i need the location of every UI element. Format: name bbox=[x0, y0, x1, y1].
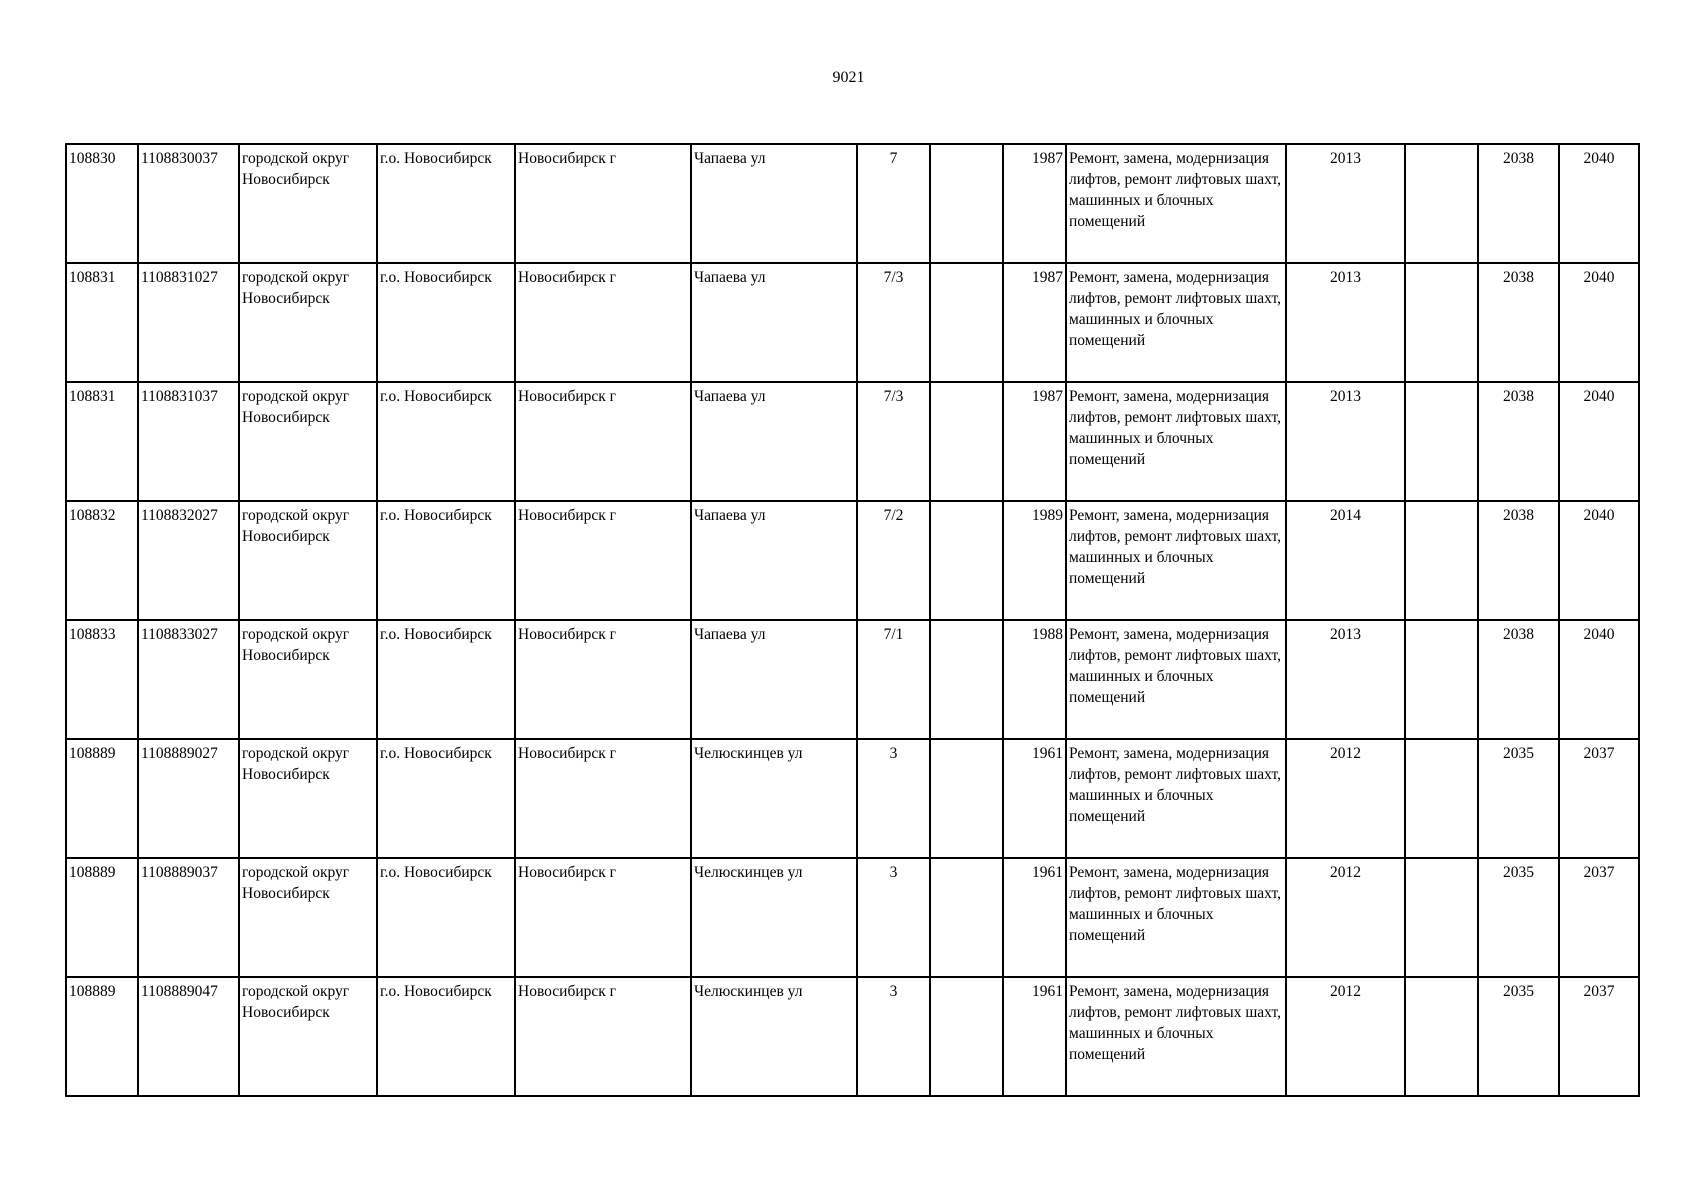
cell-street: Чапаева ул bbox=[691, 501, 857, 620]
cell-code: 1108889027 bbox=[138, 739, 239, 858]
cell-district: г.о. Новосибирск bbox=[377, 263, 515, 382]
cell-work-type: Ремонт, замена, модернизация лифтов, ремонт лифтовых шахт, машинных и блочных помещений bbox=[1066, 144, 1286, 263]
table-row bbox=[66, 620, 1639, 739]
cell-municipality: городской округ Новосибирск bbox=[239, 977, 377, 1096]
cell-building bbox=[930, 739, 1003, 858]
cell-building bbox=[930, 858, 1003, 977]
cell-empty bbox=[1405, 858, 1478, 977]
cell-settlement: Новосибирск г bbox=[515, 263, 691, 382]
cell-empty bbox=[1405, 739, 1478, 858]
table-row bbox=[66, 501, 1639, 620]
cell-plan-from: 2038 bbox=[1478, 263, 1559, 382]
cell-year-built: 1961 bbox=[1003, 977, 1066, 1096]
cell-district: г.о. Новосибирск bbox=[377, 858, 515, 977]
cell-code: 1108831037 bbox=[138, 382, 239, 501]
table-row bbox=[66, 144, 1639, 263]
cell-year-built: 1987 bbox=[1003, 382, 1066, 501]
cell-code: 1108831027 bbox=[138, 263, 239, 382]
cell-last-repair: 2014 bbox=[1286, 501, 1405, 620]
cell-settlement: Новосибирск г bbox=[515, 620, 691, 739]
cell-street: Челюскинцев ул bbox=[691, 739, 857, 858]
table-row bbox=[66, 739, 1639, 858]
cell-plan-to: 2037 bbox=[1559, 739, 1639, 858]
cell-id: 108889 bbox=[66, 739, 138, 858]
table-body bbox=[66, 144, 1639, 1096]
cell-id: 108830 bbox=[66, 144, 138, 263]
cell-year-built: 1961 bbox=[1003, 858, 1066, 977]
cell-id: 108889 bbox=[66, 977, 138, 1096]
cell-house: 7 bbox=[857, 144, 930, 263]
cell-street: Чапаева ул bbox=[691, 382, 857, 501]
cell-code: 1108833027 bbox=[138, 620, 239, 739]
cell-building bbox=[930, 263, 1003, 382]
table-row bbox=[66, 382, 1639, 501]
cell-id: 108889 bbox=[66, 858, 138, 977]
cell-work-type: Ремонт, замена, модернизация лифтов, ремонт лифтовых шахт, машинных и блочных помещений bbox=[1066, 858, 1286, 977]
cell-settlement: Новосибирск г bbox=[515, 501, 691, 620]
cell-last-repair: 2013 bbox=[1286, 382, 1405, 501]
cell-building bbox=[930, 620, 1003, 739]
cell-house: 7/1 bbox=[857, 620, 930, 739]
page-number: 9021 bbox=[832, 69, 865, 86]
cell-empty bbox=[1405, 382, 1478, 501]
cell-year-built: 1987 bbox=[1003, 263, 1066, 382]
cell-plan-from: 2038 bbox=[1478, 382, 1559, 501]
cell-house: 3 bbox=[857, 739, 930, 858]
cell-empty bbox=[1405, 501, 1478, 620]
cell-plan-to: 2040 bbox=[1559, 620, 1639, 739]
cell-last-repair: 2013 bbox=[1286, 263, 1405, 382]
cell-empty bbox=[1405, 144, 1478, 263]
cell-plan-from: 2035 bbox=[1478, 977, 1559, 1096]
cell-house: 7/3 bbox=[857, 382, 930, 501]
cell-last-repair: 2012 bbox=[1286, 739, 1405, 858]
cell-empty bbox=[1405, 620, 1478, 739]
cell-municipality: городской округ Новосибирск bbox=[239, 382, 377, 501]
cell-code: 1108830037 bbox=[138, 144, 239, 263]
cell-municipality: городской округ Новосибирск bbox=[239, 501, 377, 620]
cell-settlement: Новосибирск г bbox=[515, 382, 691, 501]
cell-plan-to: 2037 bbox=[1559, 858, 1639, 977]
cell-municipality: городской округ Новосибирск bbox=[239, 263, 377, 382]
cell-id: 108832 bbox=[66, 501, 138, 620]
cell-id: 108833 bbox=[66, 620, 138, 739]
cell-district: г.о. Новосибирск bbox=[377, 620, 515, 739]
cell-building bbox=[930, 382, 1003, 501]
cell-last-repair: 2012 bbox=[1286, 977, 1405, 1096]
cell-plan-to: 2040 bbox=[1559, 501, 1639, 620]
cell-plan-to: 2040 bbox=[1559, 263, 1639, 382]
cell-building bbox=[930, 144, 1003, 263]
cell-plan-from: 2038 bbox=[1478, 144, 1559, 263]
cell-settlement: Новосибирск г bbox=[515, 977, 691, 1096]
cell-work-type: Ремонт, замена, модернизация лифтов, ремонт лифтовых шахт, машинных и блочных помещений bbox=[1066, 977, 1286, 1096]
cell-work-type: Ремонт, замена, модернизация лифтов, ремонт лифтовых шахт, машинных и блочных помещений bbox=[1066, 263, 1286, 382]
cell-municipality: городской округ Новосибирск bbox=[239, 858, 377, 977]
cell-work-type: Ремонт, замена, модернизация лифтов, ремонт лифтовых шахт, машинных и блочных помещений bbox=[1066, 501, 1286, 620]
table-row bbox=[66, 858, 1639, 977]
cell-street: Чапаева ул bbox=[691, 263, 857, 382]
registry-table bbox=[65, 143, 1640, 1097]
cell-code: 1108889037 bbox=[138, 858, 239, 977]
cell-work-type: Ремонт, замена, модернизация лифтов, ремонт лифтовых шахт, машинных и блочных помещений bbox=[1066, 739, 1286, 858]
cell-municipality: городской округ Новосибирск bbox=[239, 739, 377, 858]
cell-plan-from: 2038 bbox=[1478, 620, 1559, 739]
cell-settlement: Новосибирск г bbox=[515, 858, 691, 977]
cell-district: г.о. Новосибирск bbox=[377, 144, 515, 263]
cell-house: 7/2 bbox=[857, 501, 930, 620]
cell-year-built: 1989 bbox=[1003, 501, 1066, 620]
cell-last-repair: 2013 bbox=[1286, 620, 1405, 739]
cell-district: г.о. Новосибирск bbox=[377, 382, 515, 501]
cell-district: г.о. Новосибирск bbox=[377, 977, 515, 1096]
cell-house: 3 bbox=[857, 858, 930, 977]
table-row bbox=[66, 977, 1639, 1096]
cell-plan-from: 2038 bbox=[1478, 501, 1559, 620]
cell-empty bbox=[1405, 977, 1478, 1096]
cell-id: 108831 bbox=[66, 263, 138, 382]
cell-code: 1108832027 bbox=[138, 501, 239, 620]
cell-street: Челюскинцев ул bbox=[691, 858, 857, 977]
table-row bbox=[66, 263, 1639, 382]
cell-plan-from: 2035 bbox=[1478, 739, 1559, 858]
cell-plan-to: 2040 bbox=[1559, 144, 1639, 263]
cell-plan-from: 2035 bbox=[1478, 858, 1559, 977]
cell-building bbox=[930, 977, 1003, 1096]
cell-empty bbox=[1405, 263, 1478, 382]
cell-settlement: Новосибирск г bbox=[515, 144, 691, 263]
cell-code: 1108889047 bbox=[138, 977, 239, 1096]
cell-building bbox=[930, 501, 1003, 620]
cell-district: г.о. Новосибирск bbox=[377, 501, 515, 620]
cell-year-built: 1961 bbox=[1003, 739, 1066, 858]
cell-year-built: 1987 bbox=[1003, 144, 1066, 263]
cell-id: 108831 bbox=[66, 382, 138, 501]
cell-work-type: Ремонт, замена, модернизация лифтов, ремонт лифтовых шахт, машинных и блочных помещений bbox=[1066, 382, 1286, 501]
cell-plan-to: 2037 bbox=[1559, 977, 1639, 1096]
cell-year-built: 1988 bbox=[1003, 620, 1066, 739]
cell-municipality: городской округ Новосибирск bbox=[239, 620, 377, 739]
cell-street: Чапаева ул bbox=[691, 620, 857, 739]
cell-municipality: городской округ Новосибирск bbox=[239, 144, 377, 263]
cell-street: Челюскинцев ул bbox=[691, 977, 857, 1096]
cell-settlement: Новосибирск г bbox=[515, 739, 691, 858]
cell-house: 7/3 bbox=[857, 263, 930, 382]
cell-street: Чапаева ул bbox=[691, 144, 857, 263]
cell-last-repair: 2013 bbox=[1286, 144, 1405, 263]
cell-house: 3 bbox=[857, 977, 930, 1096]
cell-last-repair: 2012 bbox=[1286, 858, 1405, 977]
cell-plan-to: 2040 bbox=[1559, 382, 1639, 501]
cell-district: г.о. Новосибирск bbox=[377, 739, 515, 858]
cell-work-type: Ремонт, замена, модернизация лифтов, ремонт лифтовых шахт, машинных и блочных помещений bbox=[1066, 620, 1286, 739]
